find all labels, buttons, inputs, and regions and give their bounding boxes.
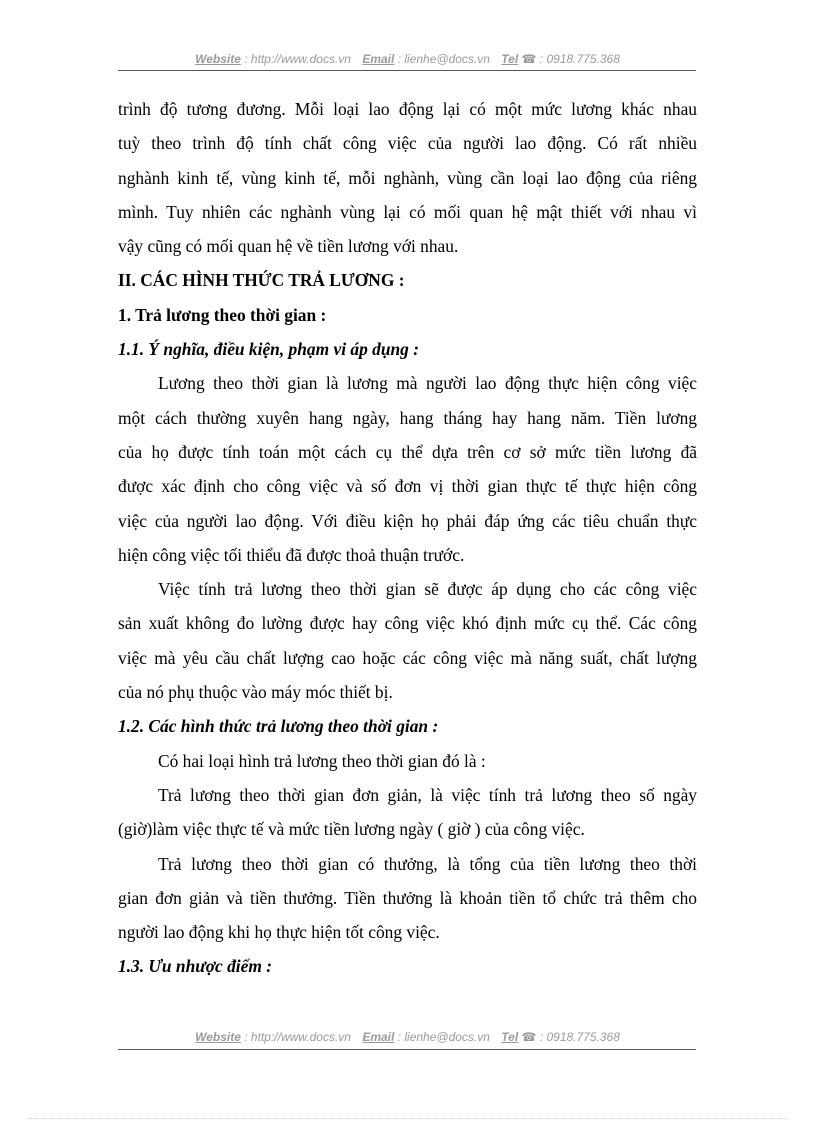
text-line: nghành kinh tế, vùng kinh tế, mỗi nghành, vùng cần loại lao động của riêng bbox=[118, 167, 697, 188]
subsubsection-heading: 1.3. Ưu nhược điểm : bbox=[118, 956, 273, 977]
text-line: người lao động khi họ thực hiện tốt công việc. bbox=[118, 922, 440, 943]
footer-email-link[interactable]: : lienhe@docs.vn bbox=[397, 1030, 490, 1044]
document-body bbox=[118, 92, 697, 984]
page-bottom-border bbox=[28, 1118, 788, 1119]
footer-rule bbox=[118, 1049, 696, 1050]
paragraph-meaning bbox=[118, 366, 697, 572]
header-email-link[interactable]: : lienhe@docs.vn bbox=[397, 52, 490, 66]
text-line: (giờ)làm việc thực tế và mức tiền lương ngày ( giờ ) của công việc. bbox=[118, 819, 585, 840]
text-line: Lương theo thời gian là lương mà người lao động thực hiện công việc bbox=[158, 373, 697, 394]
header-website-label: Website bbox=[195, 52, 241, 66]
text-line: gian đơn giản và tiền thưởng. Tiền thưởng là khoản tiền tổ chức trả thêm cho bbox=[118, 887, 697, 908]
text-line: hiện công việc tối thiểu đã được thoả thuận trước. bbox=[118, 544, 465, 565]
text-line: tuỳ theo trình độ tính chất công việc của người lao động. Có rất nhiều bbox=[118, 133, 697, 154]
subsubsection-heading: 1.1. Ý nghĩa, điều kiện, phạm vi áp dụng : bbox=[118, 339, 419, 360]
page-footer bbox=[118, 1030, 697, 1044]
footer-tel-value: ☎ : 0918.775.368 bbox=[521, 1030, 620, 1044]
header-rule bbox=[118, 70, 696, 71]
text-line: Có hai loại hình trả lương theo thời gian đó là : bbox=[158, 750, 486, 771]
subsection-heading: 1. Trả lương theo thời gian : bbox=[118, 304, 327, 325]
paragraph-types-intro bbox=[118, 744, 697, 778]
footer-email-label: Email bbox=[362, 1030, 395, 1044]
header-tel-value: ☎ : 0918.775.368 bbox=[521, 52, 620, 66]
text-line: mình. Tuy nhiên các nghành vùng lại có mối quan hệ mật thiết với nhau vì bbox=[118, 201, 697, 222]
text-line: việc của người lao động. Với điều kiện họ phải đáp ứng các tiêu chuẩn thực bbox=[118, 510, 697, 531]
section-heading: II. CÁC HÌNH THỨC TRẢ LƯƠNG : bbox=[118, 270, 405, 291]
footer-website-label: Website bbox=[195, 1030, 241, 1044]
header-email-label: Email bbox=[362, 52, 395, 66]
text-line: sản xuất không đo lường được hay công việc khó định mức cụ thể. Các công bbox=[118, 613, 697, 634]
text-line: việc mà yêu cầu chất lượng cao hoặc các công việc mà năng suất, chất lượng bbox=[118, 647, 697, 668]
text-line: vậy cũng có mối quan hệ về tiền lương với nhau. bbox=[118, 236, 459, 257]
text-line: trình độ tương đương. Mỗi loại lao động lại có một mức lương khác nhau bbox=[118, 99, 697, 119]
text-line: được xác định cho công việc và số đơn vị thời gian thực tế thực hiện công bbox=[118, 476, 697, 497]
intro-paragraph bbox=[118, 92, 697, 263]
footer-tel-label: Tel bbox=[501, 1030, 519, 1044]
text-line: một cách thường xuyên hang ngày, hang tháng hay hang năm. Tiền lương bbox=[118, 407, 697, 428]
text-line: của nó phụ thuộc vào máy móc thiết bị. bbox=[118, 682, 393, 703]
subsubsection-heading: 1.2. Các hình thức trả lương theo thời gian : bbox=[118, 716, 439, 737]
paragraph-scope bbox=[118, 572, 697, 709]
text-line: Trả lương theo thời gian có thưởng, là tổng của tiền lương theo thời bbox=[158, 853, 697, 874]
text-line: Trả lương theo thời gian đơn giản, là việc tính trả lương theo số ngày bbox=[158, 784, 697, 805]
footer-website-link[interactable]: : http://www.docs.vn bbox=[244, 1030, 351, 1044]
header-tel-label: Tel bbox=[501, 52, 519, 66]
paragraph-simple-time bbox=[118, 778, 697, 847]
text-line: của họ được tính toán một cách cụ thể dựa trên cơ sở mức tiền lương đã bbox=[118, 441, 697, 462]
header-website-link[interactable]: : http://www.docs.vn bbox=[244, 52, 351, 66]
page-header bbox=[118, 52, 697, 66]
paragraph-time-with-bonus bbox=[118, 847, 697, 950]
text-line: Việc tính trả lương theo thời gian sẽ được áp dụng cho các công việc bbox=[158, 579, 697, 600]
